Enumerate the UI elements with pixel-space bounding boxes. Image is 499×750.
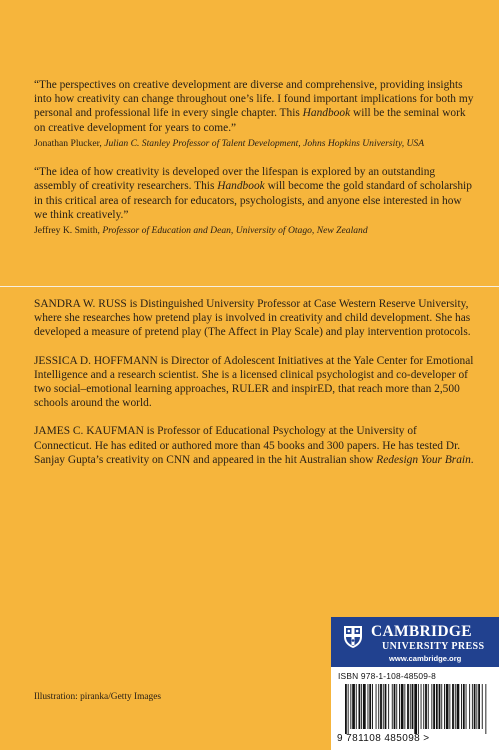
- barcode-bar: [466, 684, 467, 729]
- barcode-bar: [441, 684, 442, 729]
- barcode-bar: [376, 684, 377, 729]
- barcode-bar: [352, 684, 355, 729]
- barcode-bar: [461, 684, 462, 729]
- barcode-bar: [469, 684, 470, 729]
- barcode-bar: [361, 684, 362, 729]
- barcode-bar: [463, 684, 465, 729]
- barcode-number: 9 781108 485098 >: [337, 733, 430, 744]
- publisher-url: www.cambridge.org: [389, 654, 462, 663]
- endorsements: [34, 78, 474, 237]
- barcode-bar: [449, 684, 450, 729]
- barcode-bar: [356, 684, 357, 729]
- barcode-panel: [331, 667, 499, 750]
- barcode-bar: [482, 684, 483, 729]
- publisher-logo-panel: [331, 617, 499, 667]
- barcode-bar: [410, 684, 411, 729]
- barcode-bar: [378, 684, 379, 729]
- barcode-bar: [368, 684, 369, 729]
- barcode-bar: [425, 684, 427, 729]
- barcode-bar: [423, 684, 424, 729]
- publisher-name: CAMBRIDGE: [371, 623, 472, 640]
- author-bio: JESSICA D. HOFFMANN is Director of Adolescent Initiatives at the Yale Center for Emotional Intelligence and a research scientist. She is a licensed clinical psychologist and co-developer of two social–emotional learning approaches, RULER and inspirED, that reach more than 2,500 schools around the world.: [34, 354, 474, 410]
- endorsement-quote: [34, 165, 474, 237]
- author-bio: JAMES C. KAUFMAN is Professor of Educational Psychology at the University of Connecticut. He has edited or authored more than 45 books and 300 papers. He has tested Dr. Sanjay Gupta’s creativity on CNN and appeared in the hit Australian show Redesign Your Brain.: [34, 425, 474, 466]
- barcode-bar: [436, 684, 438, 729]
- barcode-bar: [485, 684, 486, 734]
- barcode-bar: [348, 684, 349, 734]
- barcode-bar: [401, 684, 404, 729]
- isbn-label: ISBN 978-1-108-48509-8: [338, 671, 436, 681]
- barcode-bar: [359, 684, 361, 729]
- barcode-bar: [433, 684, 435, 729]
- barcode-bar: [396, 684, 397, 729]
- barcode-bar: [476, 684, 477, 729]
- barcode-bar: [431, 684, 432, 729]
- barcode-bar: [399, 684, 400, 729]
- barcode-bar: [455, 684, 456, 729]
- barcode-bar: [452, 684, 454, 729]
- barcode-bar: [345, 684, 347, 734]
- barcode-bar: [372, 684, 373, 729]
- barcode-bar: [428, 684, 429, 729]
- barcode: [343, 684, 489, 734]
- barcode-bar: [472, 684, 473, 729]
- barcode-bar: [407, 684, 409, 729]
- quote-attribution: Jeffrey K. Smith, Professor of Education and Dean, University of Otago, New Zealand: [34, 225, 368, 237]
- barcode-bar: [418, 684, 419, 734]
- illustration-credit: Illustration: piranka/Getty Images: [34, 692, 162, 702]
- barcode-bar: [350, 684, 351, 729]
- barcode-bar: [412, 684, 414, 729]
- barcode-bar: [383, 684, 384, 729]
- quote-attribution: Jonathan Plucker, Julian C. Stanley Professor of Talent Development, Johns Hopkins University, USA: [34, 137, 425, 149]
- barcode-bar: [392, 684, 393, 729]
- barcode-bar: [414, 684, 417, 734]
- cambridge-crest-icon: [343, 625, 363, 649]
- quote-text: “The idea of how creativity is developed over the lifespan is explored by an outstanding assembly of creativity researchers. This Handbook will become the gold standard of scholarship in this critical area of research for educators, psychologists, and anyone else interested in how we think creatively.”: [34, 166, 472, 221]
- publisher-press: UNIVERSITY PRESS: [382, 641, 485, 652]
- barcode-bar: [404, 684, 405, 729]
- barcode-bar: [444, 684, 445, 729]
- author-bio: SANDRA W. RUSS is Distinguished University Professor at Case Western Reserve University, where she researches how pretend play is involved in creativity and child development. She has developed a measure of pretend play (The Affect in Play Scale) and play intervention protocols.: [34, 298, 471, 339]
- barcode-bar: [474, 684, 476, 729]
- barcode-bar: [369, 684, 371, 729]
- barcode-bar: [380, 684, 382, 729]
- author-bios: [34, 297, 474, 481]
- barcode-bar: [421, 684, 422, 729]
- barcode-bar: [385, 684, 387, 729]
- endorsement-quote: [34, 78, 474, 150]
- barcode-bar: [439, 684, 441, 729]
- barcode-bar: [457, 684, 460, 729]
- barcode-bar: [394, 684, 396, 729]
- section-divider: [0, 286, 499, 287]
- barcode-bar: [388, 684, 389, 729]
- publisher-block: [331, 617, 499, 750]
- quote-text: “The perspectives on creative development are diverse and comprehensive, providing insights into how creativity can change throughout one’s life. I found important implications for both my personal and professional life in every single chapter. This Handbook will be the seminal work on creative development for years to come.”: [34, 79, 474, 134]
- barcode-bar: [478, 684, 480, 729]
- barcode-bar: [363, 684, 366, 729]
- barcode-bar: [446, 684, 449, 729]
